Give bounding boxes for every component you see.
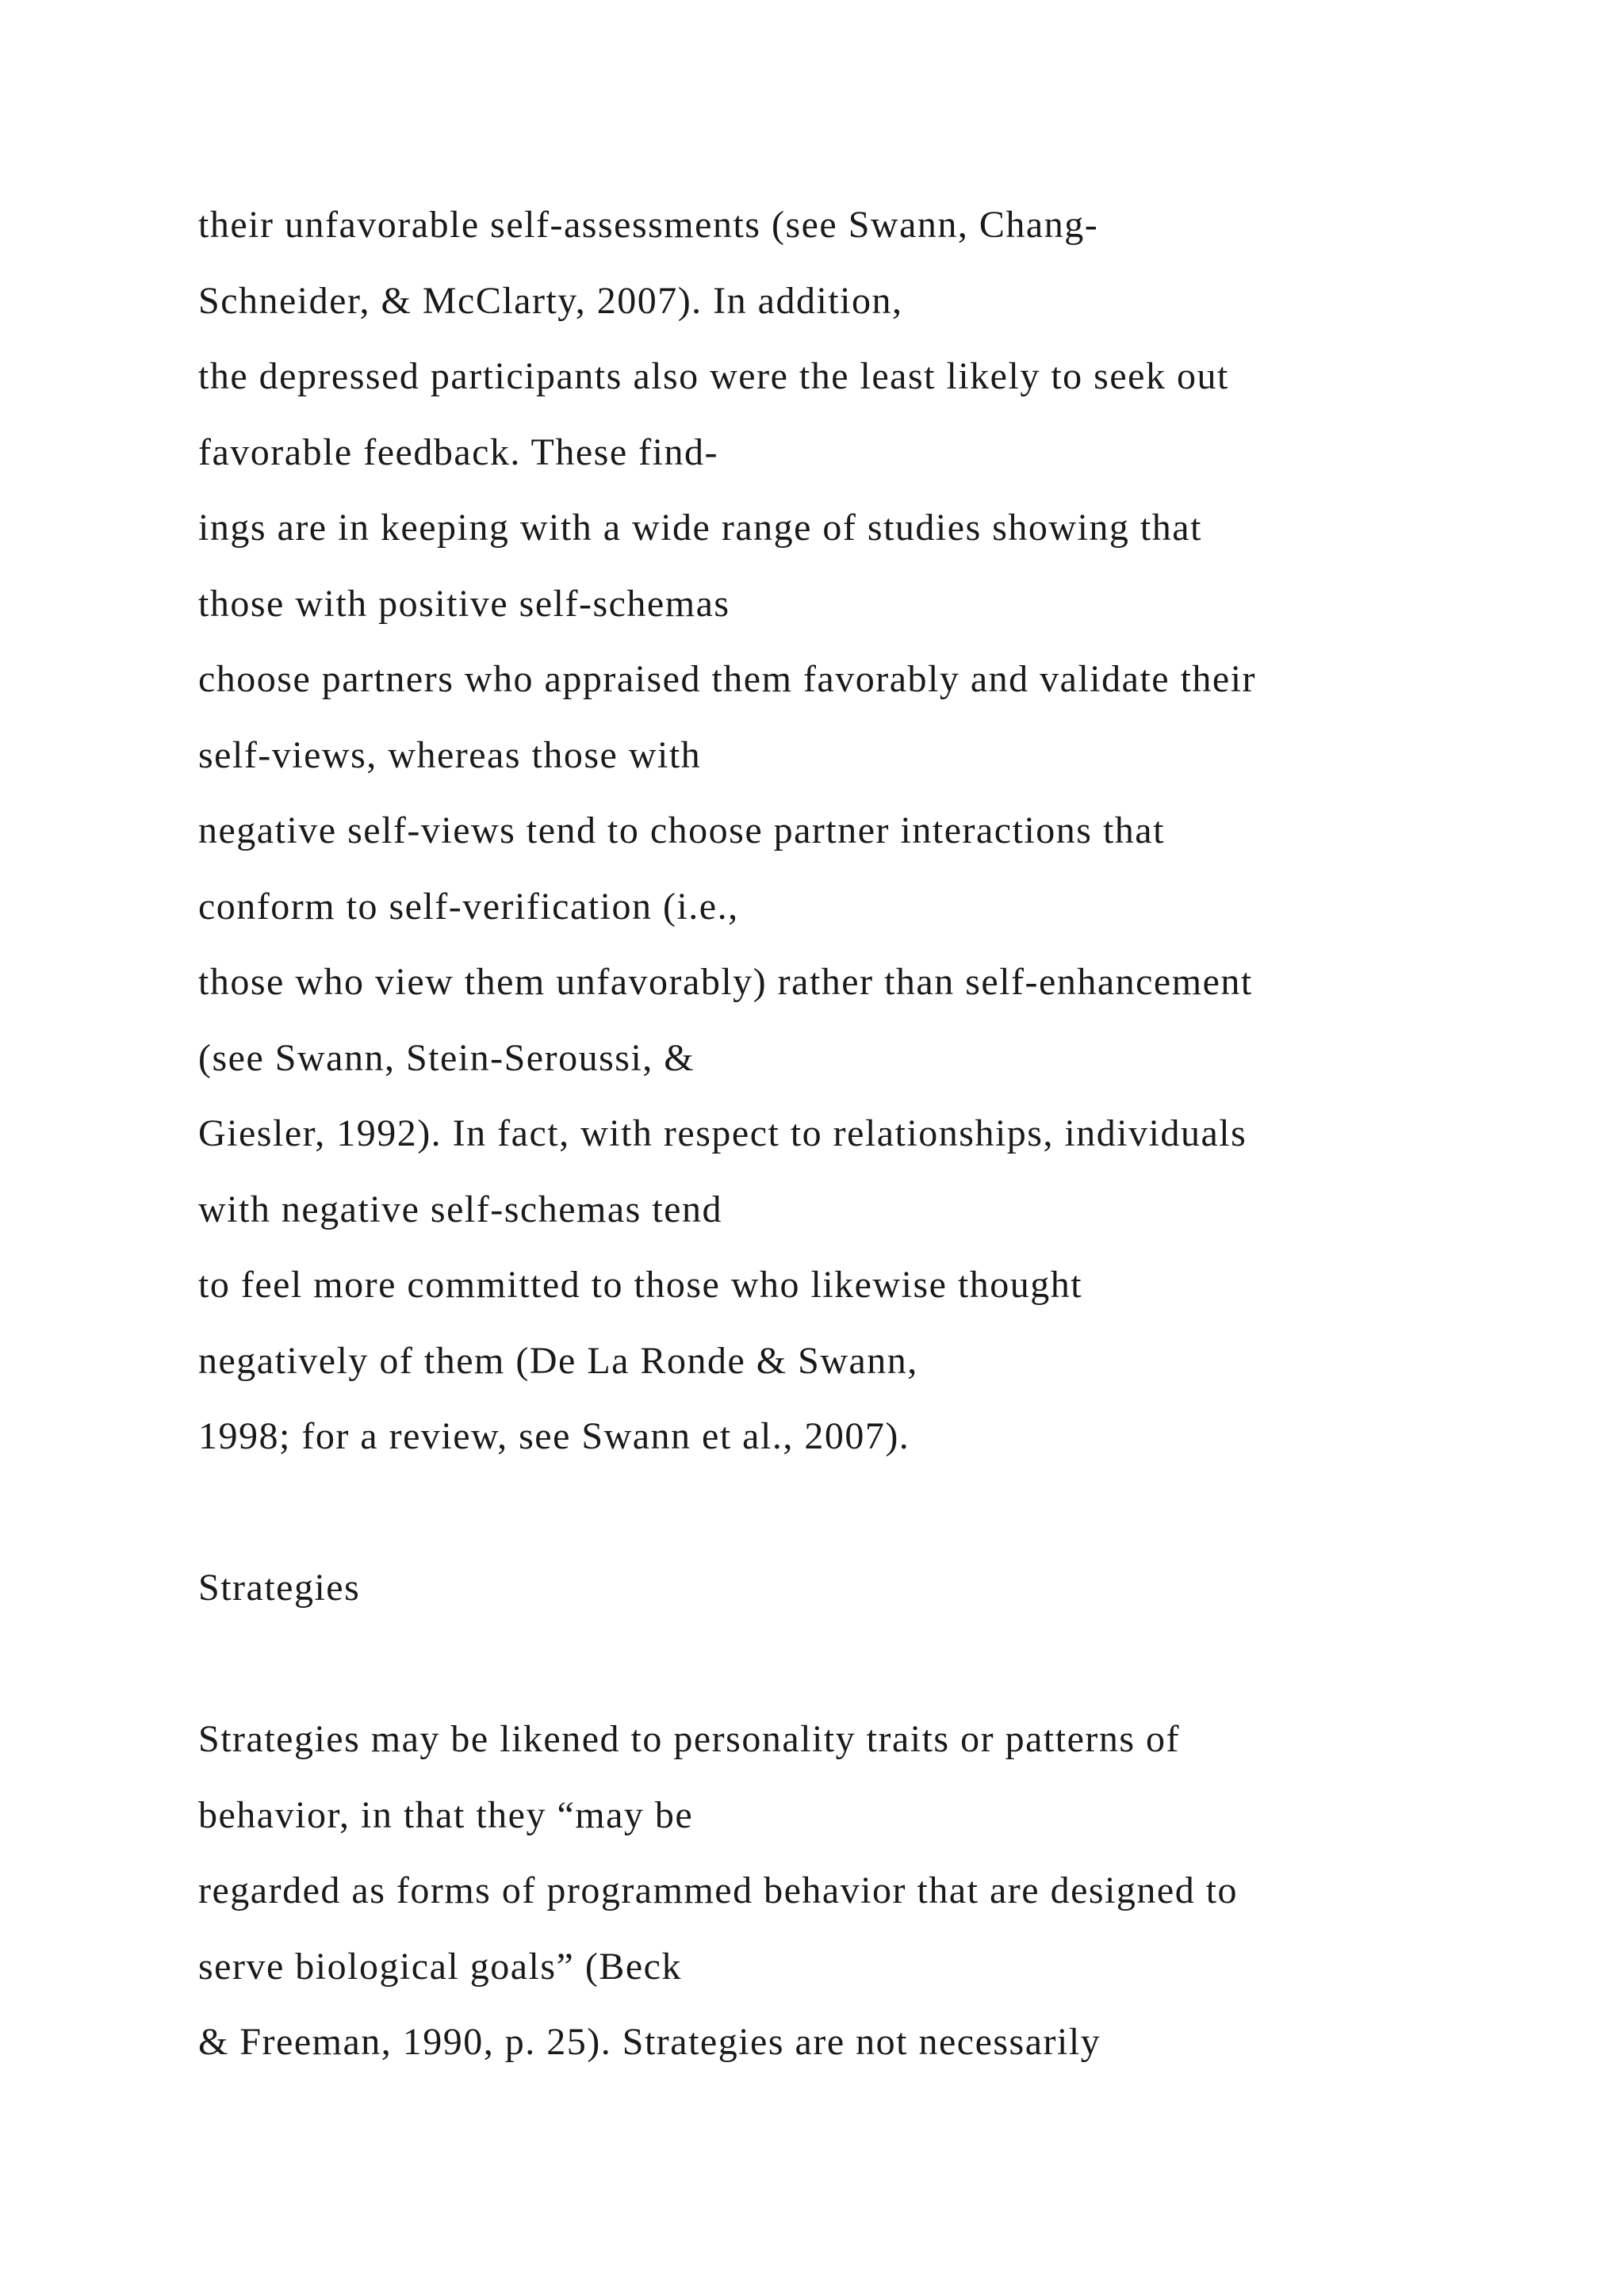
text-line: those with positive self-schemas [198,582,730,625]
text-line: serve biological goals” (Beck [198,1945,682,1988]
text-line: Strategies may be likened to personality traits or patterns of [198,1718,1181,1760]
text-line: with negative self-schemas tend [198,1188,722,1230]
section-heading: Strategies [198,1567,361,1609]
text-line: the depressed participants also were the least likely to seek out [198,355,1229,397]
text-line: 1998; for a review, see Swann et al., 2007). [198,1415,910,1457]
text-line: behavior, in that they “may be [198,1793,694,1836]
text-line: to feel more committed to those who likewise thought [198,1264,1083,1306]
text-line: choose partners who appraised them favorably and validate their [198,658,1257,700]
text-line: negatively of them (De La Ronde & Swann, [198,1339,918,1382]
text-line: self-views, whereas those with [198,733,702,776]
text-line: Schneider, & McClarty, 2007). In addition, [198,279,903,322]
text-line: & Freeman, 1990, p. 25). Strategies are not necessarily [198,2021,1101,2063]
text-line: conform to self-verification (i.e., [198,885,739,928]
blank-line [198,1475,1546,1551]
text-line: negative self-views tend to choose partner interactions that [198,809,1165,851]
document-body [198,187,1546,2080]
text-line: Giesler, 1992). In fact, with respect to relationships, individuals [198,1112,1247,1154]
text-line: (see Swann, Stein-Seroussi, & [198,1036,695,1079]
text-line: ings are in keeping with a wide range of studies showing that [198,507,1202,549]
text-line: regarded as forms of programmed behavior that are designed to [198,1869,1239,1911]
text-line: those who view them unfavorably) rather than self-enhancement [198,961,1253,1003]
text-line: favorable feedback. These find- [198,430,718,473]
text-line: their unfavorable self-assessments (see Swann, Chang- [198,204,1099,246]
blank-line [198,1626,1546,1702]
